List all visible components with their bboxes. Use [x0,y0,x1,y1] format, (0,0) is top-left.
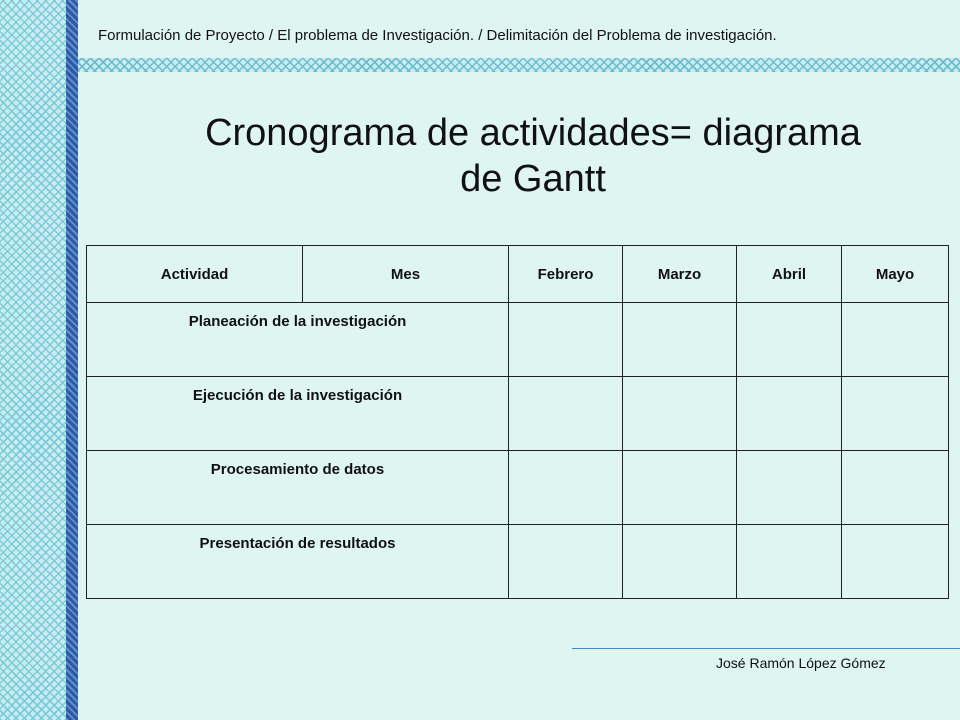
left-accent-bar [66,0,78,720]
empty-cell [509,303,623,377]
empty-cell [509,451,623,525]
page-title [108,110,958,202]
empty-cell [623,525,737,599]
activity-cell: Ejecución de la investigación [87,377,509,451]
empty-cell [737,525,842,599]
empty-cell [842,377,949,451]
page-title-line-2: de Gantt [460,158,606,200]
table-row [87,377,949,451]
header-febrero: Febrero [509,246,623,303]
page-title-line-1: Cronograma de actividades= diagrama [205,112,861,154]
activity-cell: Procesamiento de datos [87,451,509,525]
table-header-row [87,246,949,303]
gantt-table [86,245,949,599]
empty-cell [737,451,842,525]
empty-cell [509,525,623,599]
activity-cell: Planeación de la investigación [87,303,509,377]
header-mes: Mes [303,246,509,303]
table-row [87,451,949,525]
header-marzo: Marzo [623,246,737,303]
empty-cell [842,303,949,377]
footer-divider [572,648,960,649]
top-pattern-band [78,58,960,72]
empty-cell [509,377,623,451]
empty-cell [737,377,842,451]
table-row [87,525,949,599]
empty-cell [623,451,737,525]
empty-cell [623,303,737,377]
header-mayo: Mayo [842,246,949,303]
empty-cell [842,451,949,525]
empty-cell [842,525,949,599]
activity-cell: Presentación de resultados [87,525,509,599]
empty-cell [737,303,842,377]
header-actividad: Actividad [87,246,303,303]
empty-cell [623,377,737,451]
breadcrumb: Formulación de Proyecto / El problema de Investigación. / Delimitación del Problema de investigación. [98,27,777,44]
table-row [87,303,949,377]
left-pattern-decoration [0,0,66,720]
author-name: José Ramón López Gómez [716,655,886,671]
header-abril: Abril [737,246,842,303]
